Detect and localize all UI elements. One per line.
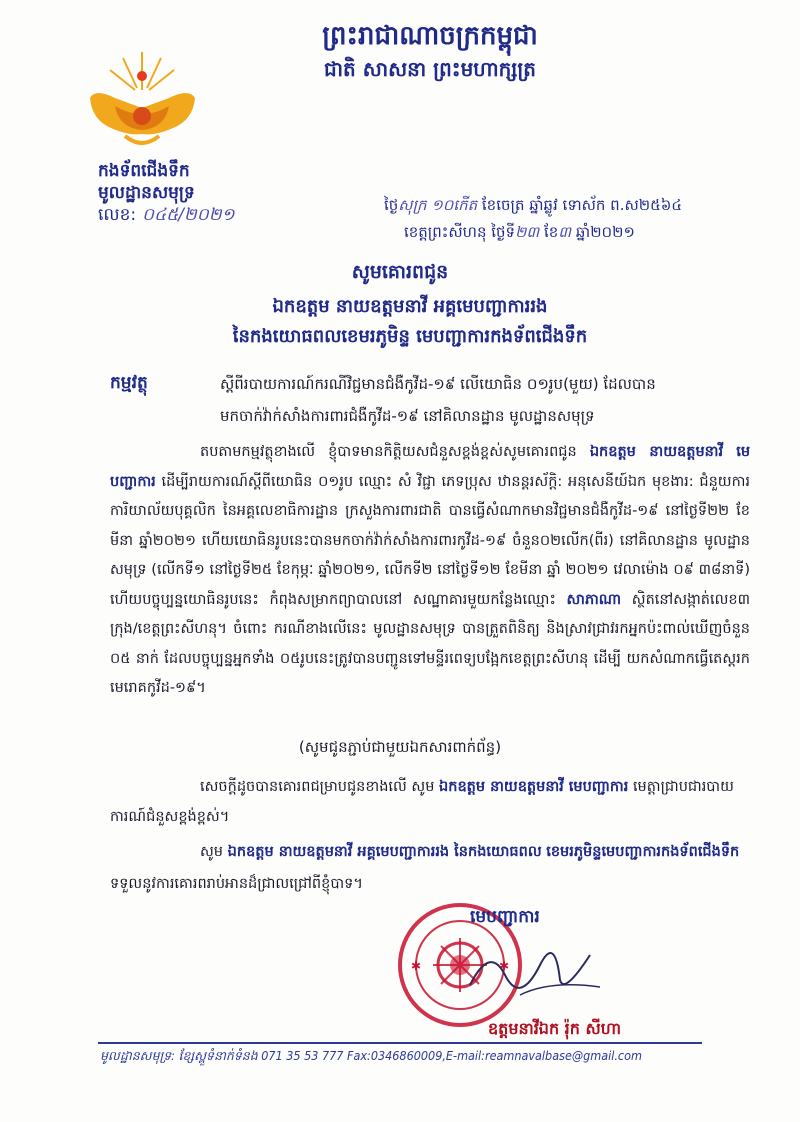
- reference-number: [98, 204, 318, 226]
- solar-year: ឆ្នាំ២០២១: [575, 223, 635, 241]
- solar-month-label: ខែ: [544, 223, 559, 241]
- closing-b: ឯកឧត្តម នាយឧត្តមនាវី មេបញ្ជាការ: [439, 779, 629, 795]
- solar-day: ២៣: [515, 223, 540, 241]
- lunar-rest: ខែចេត្រ ឆ្នាំឆ្លូវ ទោស័ក ព.ស២៥៦៤: [481, 196, 682, 214]
- letter-body: [110, 438, 750, 704]
- closing-paragraph: [110, 772, 750, 832]
- addressee: [130, 292, 690, 352]
- issuing-organization: [98, 160, 318, 226]
- final-b: ឯកឧត្តម នាយឧត្តមនាវី អគ្គមេបញ្ជាការរង នៃកងយោធពល: [227, 844, 542, 860]
- final-greeting: [110, 836, 750, 900]
- body-addressee-title: មេបញ្ជាការ: [110, 444, 751, 490]
- org-line-navy: កងទ័ពជើងទឹក: [98, 161, 190, 181]
- kingdom-heading: ព្រះរាជាណាចក្រកម្ពុជា: [322, 21, 538, 51]
- closing-a: សេចក្តីដូចបានគោរពជម្រាបជូនខាងលើ សូម: [200, 779, 435, 795]
- solar-prefix: ខេត្តព្រះសីហនុ ថ្ងៃទី: [404, 223, 516, 241]
- body-conclusion: ស្ថិតនៅសង្កាត់លេខ៣ ក្រុង/ខេត្តព្រះសីហនុ។ ចំពោះ ករណីខាងលើនេះ មូលដ្ឋានសមុទ្រ បានត្រួតពិនិត្យ និងស្រាវជ្រាវរកអ្នកប៉ះពាល់ឃើញចំនួន ០៥ នាក់ ដែលបច្ចុប្បន្នអ្នកទាំង ០៥រូបនេះត្រូវបានបញ្ជូនទៅមន្ទីរពេទ្យបង្អែកខេត្តព្រះសីហនុ ដើម្បី យកសំណាកធ្វើតេស្តរកមេរោគកូវីដ-១៩។: [110, 591, 751, 696]
- ref-value: ០៤៥/២០២១: [142, 205, 235, 225]
- body-hotel-name: សាភាណា: [566, 591, 622, 608]
- org-line-base: មូលដ្ឋានសមុទ្រ: [98, 183, 195, 203]
- body-addressee-rank: ឯកឧត្តម នាយឧត្តមនាវី: [589, 444, 724, 460]
- solar-month: ៣: [558, 223, 572, 241]
- signer-name: ឧត្តមនាវីឯក រ៉ុក សីហា: [488, 1019, 622, 1038]
- subject-text: [220, 368, 740, 432]
- subject-label: កម្មវត្ថុ: [110, 373, 148, 393]
- svg-text:✱: ✱: [499, 959, 510, 973]
- salutation: សូមគោរពជូន: [351, 261, 449, 283]
- ref-label: លេខ:: [98, 205, 137, 225]
- addressee-line-2: នៃកងយោធពលខេមរភូមិន្ទ មេបញ្ជាការកងទ័ពជើងទឹក: [232, 326, 588, 347]
- date-block: [384, 192, 764, 246]
- body-intro: តបតាមកម្មវត្ថុខាងលើ ខ្ញុំបាទមានកិត្តិយសជំនួសខ្ពង់ខ្ពស់សូមគោរពជូន: [200, 444, 577, 460]
- navy-emblem-icon: [85, 50, 200, 155]
- final-a: សូម: [200, 844, 224, 860]
- lunar-date: [384, 192, 764, 219]
- lunar-prefix: ថ្ងៃ: [384, 196, 399, 214]
- national-motto: ជាតិ សាសនា ព្រះមហាក្សត្រ: [324, 57, 536, 81]
- signer-title: មេបញ្ជាការ: [470, 907, 540, 927]
- final-c: ខេមរភូមិន្ទមេបញ្ជាការកងទ័ពជើងទឹក: [546, 844, 740, 860]
- body-details: ដើម្បីរាយការណ៍ស្តីពីយោធិន ០១រូប ឈ្មោះ សំ វិជ្ជា ភេទប្រុស ឋានន្តរស័ក្តិ: អនុសេនីយ៍ឯក មុខងារ: ជំនួយការការិយាល័យបុគ្គលិក នៃអគ្គលេខាធិការដ្ឋាន ក្រសួងការពារជាតិ បានធ្វើសំណាកមានវិជ្ជមានជំងឺកូវីដ-១៩ នៅថ្ងៃទី២២ ខែមីនា ឆ្នាំ២០២១ ហើយយោធិនរូបនេះបានមកចាក់វ៉ាក់សាំងការពារកូវីដ-១៩ ចំនួន០២លើក(ពីរ) នៅគិលានដ្ឋាន មូលដ្ឋានសមុទ្រ (លើកទី១ នៅថ្ងៃទី២៥ ខែកុម្ភៈ ឆ្នាំ២០២១, លើកទី២ នៅថ្ងៃទី១២ ខែមីនា ឆ្នាំ ២០២១ វេលាម៉ោង ០៩ ៣៨នាទី) ហើយបច្ចុប្បន្នយោធិនរូបនេះ កំពុងសម្រាកព្យាបាលនៅ សណ្ឋាគារមួយកន្លែងឈ្មោះ: [110, 473, 751, 608]
- solar-date: [384, 219, 764, 246]
- attachment-note: (សូមជូនភ្ជាប់ជាមួយឯកសារពាក់ព័ន្ធ): [298, 738, 502, 756]
- handwritten-signature-icon: [460, 925, 610, 1005]
- addressee-line-1: ឯកឧត្តម នាយឧត្តមនាវី អគ្គមេបញ្ជាការរង: [272, 296, 548, 317]
- subject-line-2: មកចាក់វ៉ាក់សាំងការពារជំងឺកូវីដ-១៩ នៅគិលានដ្ឋាន មូលដ្ឋានសមុទ្រ: [220, 407, 595, 425]
- lunar-handwritten: សុក្រ ១០កើត: [398, 196, 478, 214]
- subject-line-1: ស្តីពីរបាយការណ៍ករណីវិជ្ជមានជំងឺកូវីដ-១៩ លើយោធិន ០១រូប(មួយ) ដែលបាន: [220, 375, 656, 393]
- final-d: ទទួលនូវការគោរពរាប់អានដ៏ជ្រាលជ្រៅពីខ្ញុំបាទ។: [110, 876, 363, 892]
- footer-contact: មូលដ្ឋានសមុទ្រ: ខ្សែស្ពួទំនាក់ទំនង 071 35 53 777 Fax:0346860009,E-mail:reamnavalbase@gmail.com: [100, 1048, 642, 1063]
- closing-c: មេត្តាជ្រាបជារបាយការណ៍ជំនួសខ្ពង់ខ្ពស់។: [110, 779, 734, 825]
- footer-divider: [98, 1042, 702, 1044]
- svg-text:✱: ✱: [411, 959, 422, 973]
